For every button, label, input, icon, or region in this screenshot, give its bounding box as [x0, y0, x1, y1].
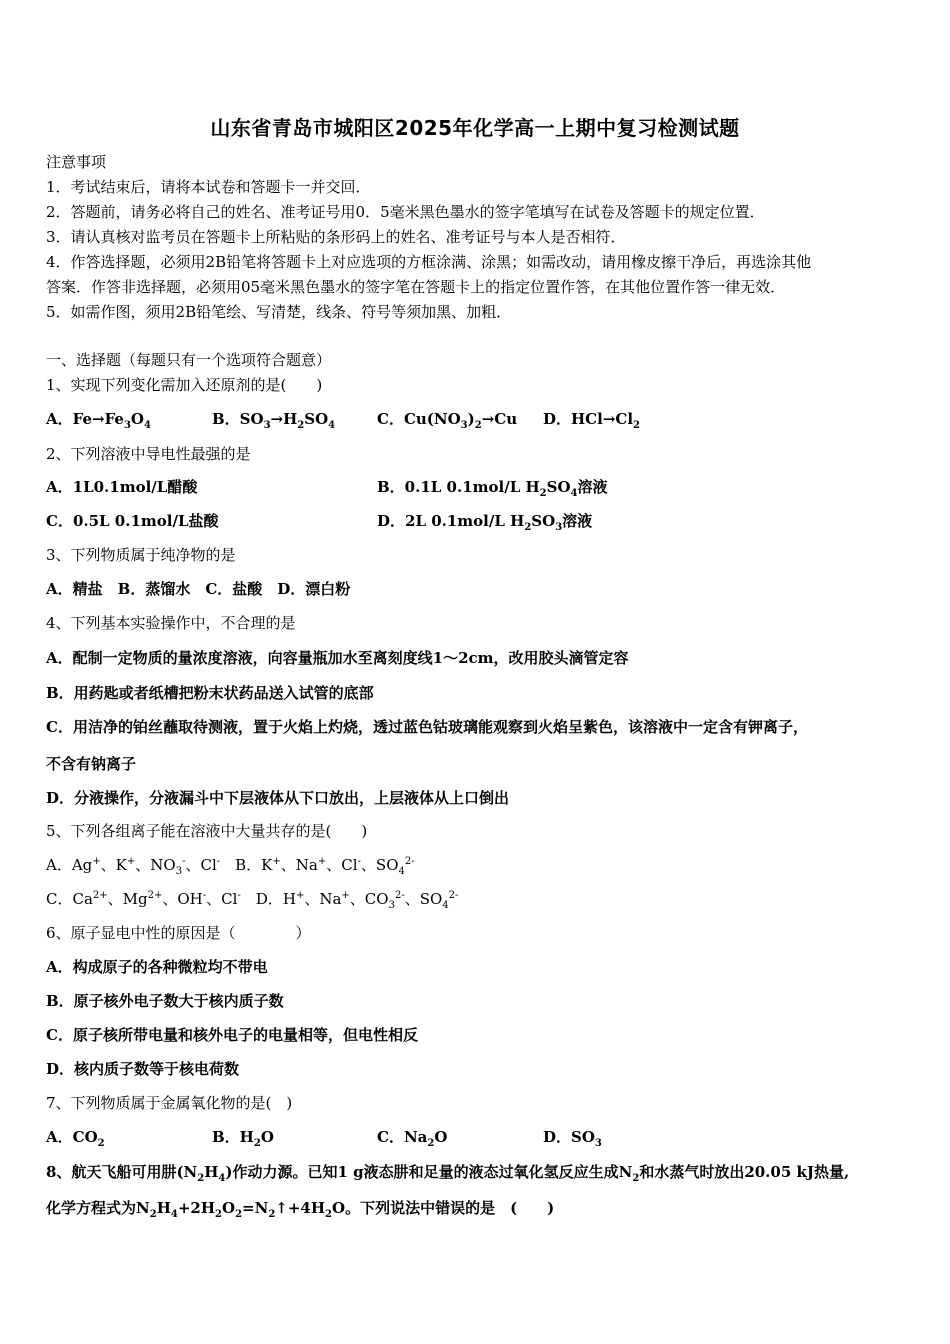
question-4-option-c-cont: 不含有钠离子	[46, 755, 137, 773]
question-1-option-a: A．$Fe\to Fe_3O_4$	[46, 410, 151, 431]
question-1-stem: 1、实现下列变化需加入还原剂的是( )	[46, 376, 323, 394]
question-5-options-ab: A．Ag+、K+、$NO_3^-$、Cl- B．K+、Na+、Cl-、$SO_4^{2-}$	[46, 856, 415, 877]
question-1-option-c: C．$Cu(NO_3)_2\to Cu$	[377, 410, 518, 431]
notice-item-3: 3．请认真核对监考员在答题卡上所粘贴的条形码上的姓名、准考证号与本人是否相符．	[46, 228, 626, 246]
notice-heading: 注意事项	[46, 153, 107, 171]
notice-item-4-cont: 答案．作答非选择题，必须用05毫米黑色墨水的签字笔在答题卡上的指定位置作答，在其他位置作答一律无效．	[46, 278, 786, 296]
section-heading: 一、选择题（每题只有一个选项符合题意）	[46, 351, 332, 369]
question-6-option-d: D．核内质子数等于核电荷数	[46, 1060, 240, 1078]
question-7-option-a: A．$CO_2$	[46, 1128, 105, 1149]
notice-item-2: 2．答题前，请务必将自己的姓名、准考证号用0．5毫米黑色墨水的签字笔填写在试卷及答题卡的规定位置．	[46, 203, 765, 221]
page-title: 山东省青岛市城阳区2025年化学高一上期中复习检测试题	[210, 116, 740, 140]
question-2-option-b: B．0.1L 0.1mol/L $H_2SO_4$溶液	[377, 478, 608, 499]
question-6-option-a: A．构成原子的各种微粒均不带电	[46, 958, 268, 976]
question-7-option-d: D．$SO_3$	[543, 1128, 602, 1149]
question-7-option-b: B．$H_2O$	[212, 1128, 274, 1149]
question-5-options-cd: C．$Ca^{2+}$、$Mg^{2+}$、OH-、Cl- D．H+、Na+、$CO_3^{2-}$、$SO_4^{2-}$	[46, 890, 459, 911]
question-3-options: A．精盐 B．蒸馏水 C．盐酸 D．漂白粉	[46, 580, 351, 598]
question-4-stem: 4、下列基本实验操作中，不合理的是	[46, 614, 296, 632]
question-2-stem: 2、下列溶液中导电性最强的是	[46, 445, 251, 463]
question-7-option-c: C．$Na_2O$	[377, 1128, 448, 1149]
question-3-stem: 3、下列物质属于纯净物的是	[46, 546, 236, 564]
notice-item-5: 5．如需作图，须用2B铅笔绘、写清楚，线条、符号等须加黑、加粗．	[46, 303, 512, 321]
question-4-option-a: A．配制一定物质的量浓度溶液，向容量瓶加水至离刻度线1～2cm，改用胶头滴管定容	[46, 649, 629, 667]
question-6-option-c: C．原子核所带电量和核外电子的电量相等，但电性相反	[46, 1026, 418, 1044]
question-2-option-a: A．1L0.1mol/L醋酸	[46, 478, 198, 496]
question-8-stem: 8、航天飞船可用肼$(N_2H_4)$作动力源。已知1 g液态肼和足量的液态过氧化氢反应生成$N_2$和水蒸气时放出20.05 kJ热量,	[46, 1163, 850, 1184]
question-2-option-d: D．2L 0.1mol/L $H_2SO_3$溶液	[377, 512, 593, 533]
question-7-stem: 7、下列物质属于金属氧化物的是( )	[46, 1094, 293, 1112]
question-5-stem: 5、下列各组离子能在溶液中大量共存的是( )	[46, 822, 368, 840]
question-1-option-b: B．$SO_3\to H_2SO_4$	[212, 410, 336, 431]
notice-item-1: 1．考试结束后，请将本试卷和答题卡一并交回．	[46, 178, 371, 196]
question-4-option-d: D．分液操作，分液漏斗中下层液体从下口放出，上层液体从上口倒出	[46, 789, 510, 807]
question-4-option-c: C．用洁净的铂丝蘸取待测液，置于火焰上灼烧，透过蓝色钴玻璃能观察到火焰呈紫色，该溶液中一定含有钾离子，	[46, 718, 808, 736]
question-4-option-b: B．用药匙或者纸槽把粉末状药品送入试管的底部	[46, 684, 374, 702]
question-6-stem: 6、原子显电中性的原因是（ ）	[46, 924, 311, 942]
question-1-option-d: D．$HCl\to Cl_2$	[543, 410, 640, 431]
question-6-option-b: B．原子核外电子数大于核内质子数	[46, 992, 284, 1010]
question-2-option-c: C．0.5L 0.1mol/L盐酸	[46, 512, 219, 530]
question-8-stem-cont: 化学方程式为$N_2H_4+2H_2O_2=N_2↑+4H_2O$。下列说法中错误的是 ( )	[46, 1199, 555, 1220]
notice-item-4: 4．作答选择题，必须用2B铅笔将答题卡上对应选项的方框涂满、涂黑；如需改动，请用橡皮擦干净后，再选涂其他	[46, 253, 812, 271]
